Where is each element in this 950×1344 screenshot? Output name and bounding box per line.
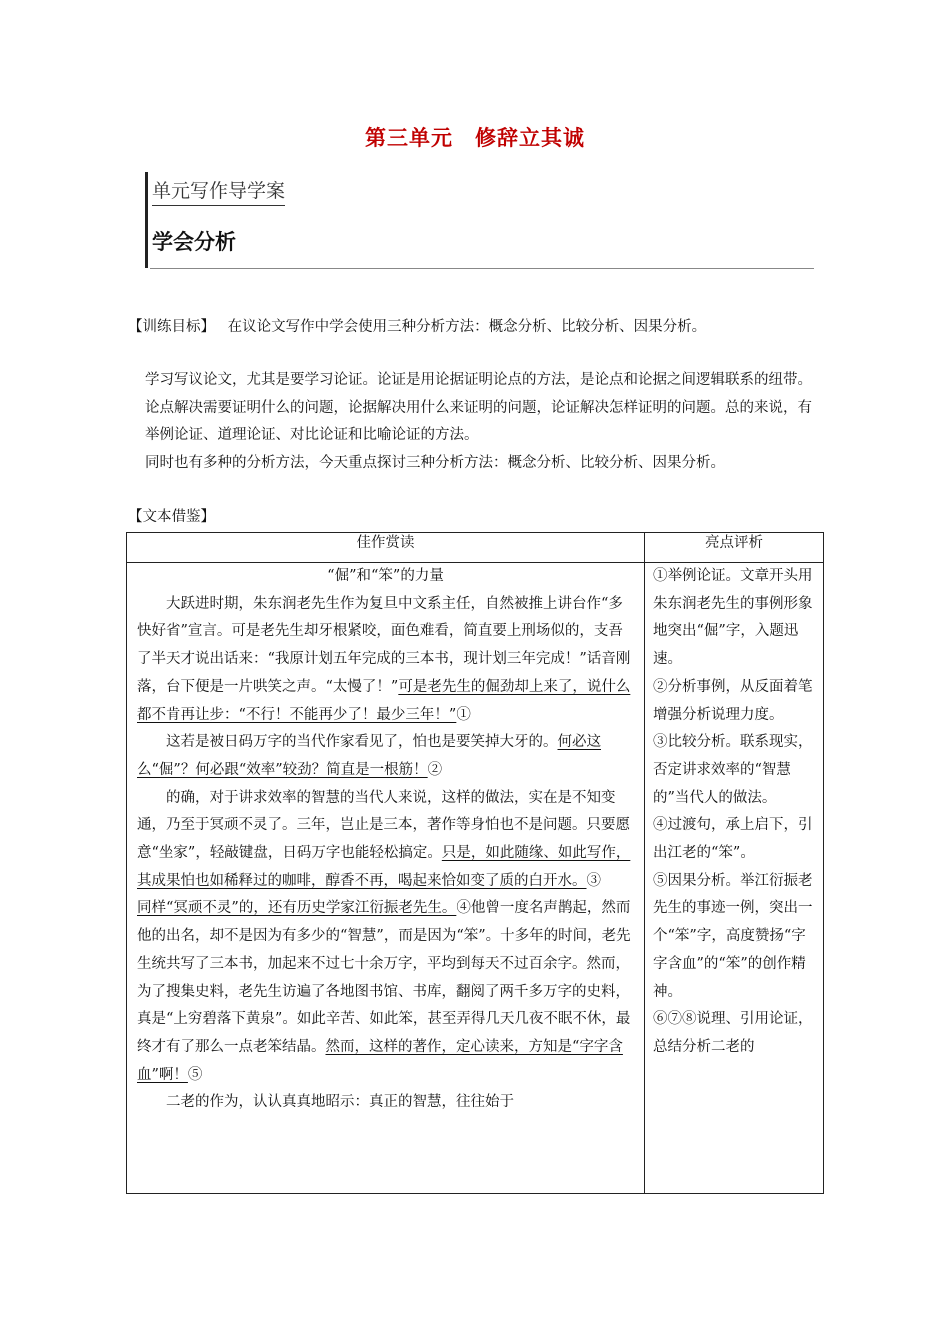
training-goal (128, 315, 706, 336)
training-goal-text: 在议论文写作中学会使用三种分析方法：概念分析、比较分析、因果分析。 (227, 319, 707, 335)
annotation-marker: ④ (456, 900, 471, 917)
section-heading: 学会分析 (152, 230, 236, 254)
underlined-text: 只是，如此随缘、如此写作，其成果怕也如稀释过的咖啡，醇香不再，喝起来恰如变了质的白开水。 (137, 845, 631, 889)
intro-paragraph: 学习写议论文，尤其是要学习论证。论证是用论据证明论点的方法，是论点和论据之间逻辑联系的纽带。论点解决需要证明什么的问题，论据解决用什么来证明的问题，论证解决怎样证明的问题。总的来说，有举例论证、道理论证、对比论证和比喻论证的方法。 (145, 372, 812, 443)
comment-note: ④过渡句，承上启下，引出江老的“笨”。 (653, 817, 813, 862)
essay-paragraph (137, 591, 634, 730)
annotation-marker: ① (456, 706, 471, 723)
essay-text: 的确，对于讲求效率的智慧的当代人来说，这样的做法，实在是不知变通，乃至于冥顽不灵了。三年，岂止是三本，著作等身怕也不是问题。只要愿意“坐家”，轻敲键盘，日码万字也能轻松搞定。 (137, 789, 630, 862)
underlined-text: 何必这么“倔”？何必跟“效率”较劲？简直是一根筋！ (137, 734, 601, 778)
comment-note: ⑥⑦⑧说理、引用论证，总结分析二老的 (653, 1011, 813, 1055)
essay-paragraph: 二老的作为，认认真真地昭示：真正的智慧，往往始于 (166, 1094, 514, 1111)
intro-paragraph: 同时也有多种的分析方法，今天重点探讨三种分析方法：概念分析、比较分析、因果分析。 (145, 454, 725, 471)
underlined-text: 同样“冥顽不灵”的，还有历史学家江衍振老先生。 (137, 900, 457, 917)
column-header-comments: 亮点评析 (645, 533, 824, 563)
underlined-text: 可是老先生的倔劲却上来了，说什么都不肯再让步：“不行！不能再少了！最少三年！” (137, 678, 631, 723)
essay-text: 他曾一度名声鹊起，然而他的出名，却不是因为有多少的“智慧”，而是因为“笨”。十多年的时间，老先生统共写了三本书，加起来不过七十余万字，平均到每天不过百余字。然而，为了搜集史料，老先生访遍了各地图书馆、书库，翻阅了两千多万字的史料，真是“上穷碧落下黄泉”。如此辛苦、如此笨，甚至弄得几天几夜不眠不休，最终才有了那么一点老笨结晶。 (137, 900, 631, 1055)
divider (150, 268, 814, 269)
comment-note: ①举例论证。文章开头用朱东润老先生的事例形象地突出“倔”字，入题迅速。 (653, 568, 813, 668)
subtitle: 单元写作导学案 (152, 176, 285, 206)
comment-note: ②分析事例，从反面着笔增强分析说理力度。 (653, 678, 813, 723)
reading-table (126, 532, 824, 1194)
essay-paragraph (137, 895, 634, 1089)
annotation-marker: ⑤ (187, 1066, 203, 1083)
annotation-marker: ③ (586, 872, 601, 889)
essay-text: 这若是被日码万字的当代作家看见了，怕也是要笑掉大牙的。 (166, 734, 558, 751)
comments-cell (645, 563, 824, 1194)
section-label: 【文本借鉴】 (128, 509, 215, 525)
annotation-marker: ② (427, 761, 443, 778)
comment-note: ③比较分析。联系现实，否定讲求效率的“智慧的”当代人的做法。 (653, 734, 813, 806)
essay-text: 大跃进时期，朱东润老先生作为复旦中文系主任，自然被推上讲台作“多快好省”宣言。可是老先生却牙根紧咬，面色难看，简直要上刑场似的，支吾了半天才说出话来：“我原计划五年完成的三本书，现计划三年完成！”话音刚落，台下便是一片哄笑之声。“太慢了！” (137, 595, 631, 695)
column-header-reading: 佳作赏读 (127, 533, 645, 563)
essay-title: “倔”和“笨”的力量 (327, 568, 444, 584)
intro (145, 367, 815, 477)
essay-cell (127, 563, 645, 1194)
essay-paragraph (137, 729, 634, 784)
essay-paragraph (137, 785, 634, 896)
training-goal-label: 【训练目标】 (128, 319, 215, 335)
section-bar (145, 172, 148, 268)
underlined-text: 然而，这样的著作，定心读来，方知是“字字含血”啊！ (137, 1038, 623, 1083)
page-title: 第三单元 修辞立其诚 (365, 126, 585, 150)
comment-note: ⑤因果分析。举江衍振老先生的事迹一例，突出一个“笨”字，高度赞扬“字字含血”的“笨”的创作精神。 (653, 872, 813, 1000)
